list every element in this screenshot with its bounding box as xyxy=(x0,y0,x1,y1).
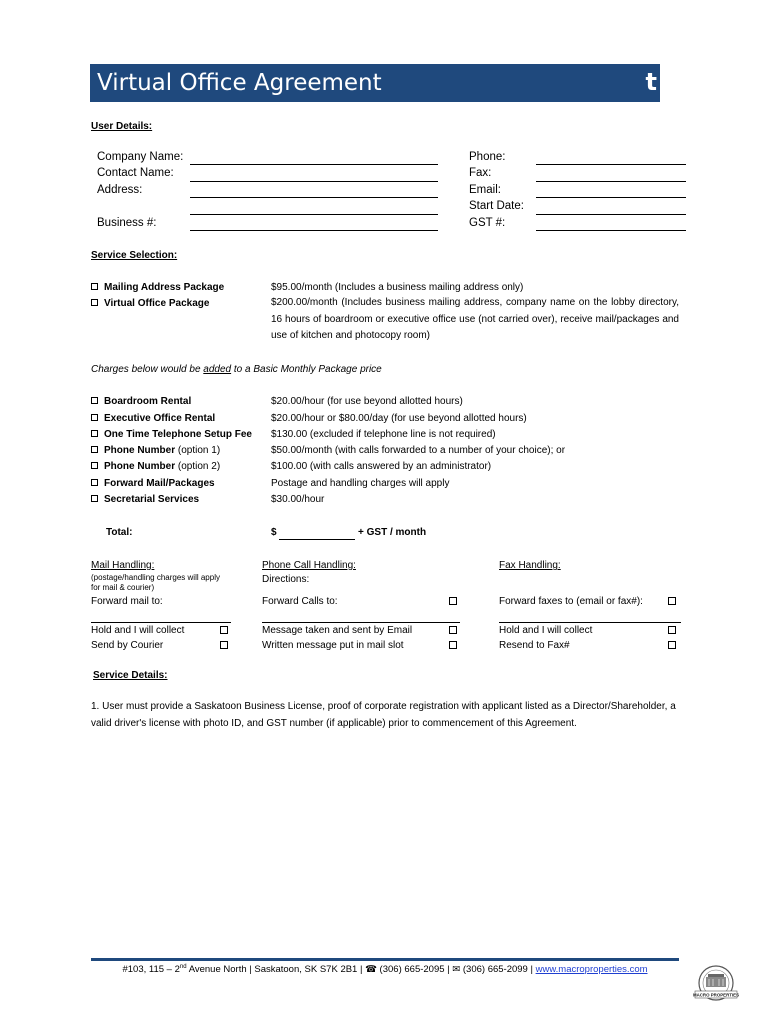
business-number-label: Business #: xyxy=(97,217,157,229)
business-number-field[interactable] xyxy=(190,230,438,231)
contact-name-label: Contact Name: xyxy=(97,167,174,179)
total-field[interactable] xyxy=(279,539,355,540)
addon-row[interactable]: Secretarial Services xyxy=(91,494,199,505)
package-description: $200.00/month (Includes business mailing address, company name on the lobby directory, 16 hours of boardroom or executive office use (not carried over), receive mail/packages and use of kitchen and photocopy room) xyxy=(271,297,679,341)
service-detail-item: 1. User must provide a Saskatoon Business License, proof of corporate registration with applicant listed as a Director/Shareholder, a valid driver's license with photo ID, and GST number (if applicable) prior to commencement of this Agreement. xyxy=(91,701,676,729)
charges-note: Charges below would be added to a Basic Monthly Package price xyxy=(91,364,382,375)
addon-row[interactable]: Forward Mail/Packages xyxy=(91,478,215,489)
phone-handling-heading: Phone Call Handling: xyxy=(262,560,356,571)
addon-description: $130.00 (excluded if telephone line is not required) xyxy=(271,429,496,440)
package-row[interactable] xyxy=(91,298,209,309)
fax-handling-heading: Fax Handling: xyxy=(499,560,561,571)
footer-rule xyxy=(91,958,679,961)
title-corner-mark: t xyxy=(645,68,657,96)
addon-description: $100.00 (with calls answered by an administrator) xyxy=(271,461,492,472)
forward-faxes-checkbox[interactable] xyxy=(668,597,676,605)
phone-field[interactable] xyxy=(536,164,686,165)
logo-text: MACRO PROPERTIES xyxy=(692,992,740,998)
footer-address: #103, 115 – 2nd Avenue North | Saskatoon, SK S7K 2B1 | ☎ (306) 665-2095 | ✉ (306) 665-2099 | www.macroproperties.com xyxy=(122,964,648,976)
forward-faxes-label: Forward faxes to (email or fax#): xyxy=(499,596,643,607)
checkbox[interactable] xyxy=(91,299,98,306)
start-date-label: Start Date: xyxy=(469,200,524,212)
fax-hold-checkbox[interactable] xyxy=(668,626,676,634)
service-details-heading: Service Details: xyxy=(93,670,168,681)
addon-description: $20.00/hour or $80.00/day (for use beyond allotted hours) xyxy=(271,413,527,424)
forward-calls-checkbox[interactable] xyxy=(449,597,457,605)
start-date-field[interactable] xyxy=(536,214,686,215)
checkbox[interactable] xyxy=(91,479,98,486)
addon-description: Postage and handling charges will apply xyxy=(271,478,450,489)
company-name-field[interactable] xyxy=(190,164,438,165)
package-description: $95.00/month (Includes a business mailing address only) xyxy=(271,282,524,293)
checkbox[interactable] xyxy=(91,397,98,404)
addon-description: $20.00/hour (for use beyond allotted hours) xyxy=(271,396,463,407)
phone-mailslot-checkbox[interactable] xyxy=(449,641,457,649)
fax-resend-label: Resend to Fax# xyxy=(499,640,570,651)
phone-mailslot-label: Written message put in mail slot xyxy=(262,640,404,651)
service-selection-heading: Service Selection: xyxy=(91,250,178,261)
total-label: Total: xyxy=(106,527,133,538)
total-suffix: + GST / month xyxy=(358,527,427,538)
user-details-heading: User Details: xyxy=(91,121,153,132)
package-name: Mailing Address Package xyxy=(104,282,225,293)
address-label: Address: xyxy=(97,184,143,196)
addon-description: $30.00/hour xyxy=(271,494,325,505)
checkbox[interactable] xyxy=(91,414,98,421)
address-field-line-1[interactable] xyxy=(190,197,438,198)
website-link[interactable]: www.macroproperties.com xyxy=(535,964,648,976)
email-label: Email: xyxy=(469,184,501,196)
company-name-label: Company Name: xyxy=(97,151,184,163)
total-currency: $ xyxy=(271,527,277,538)
fax-field[interactable] xyxy=(536,181,686,182)
checkbox[interactable] xyxy=(91,462,98,469)
package-row[interactable] xyxy=(91,282,224,293)
addon-row[interactable]: Boardroom Rental xyxy=(91,396,191,407)
addon-description: $50.00/month (with calls forwarded to a number of your choice); or xyxy=(271,445,566,456)
forward-calls-field[interactable] xyxy=(262,622,460,623)
mail-courier-checkbox[interactable] xyxy=(220,641,228,649)
addon-row[interactable]: Phone Number (option 1) xyxy=(91,445,220,456)
mail-handling-note: (postage/handling charges will apply for mail & courier) xyxy=(91,573,220,592)
checkbox[interactable] xyxy=(91,495,98,502)
forward-mail-field[interactable] xyxy=(91,622,231,623)
address-field-line-2[interactable] xyxy=(190,214,438,215)
mail-hold-checkbox[interactable] xyxy=(220,626,228,634)
checkbox[interactable] xyxy=(91,446,98,453)
mail-hold-label: Hold and I will collect xyxy=(91,625,185,636)
addon-row[interactable]: Phone Number (option 2) xyxy=(91,461,220,472)
fax-label: Fax: xyxy=(469,167,492,179)
phone-directions-label: Directions: xyxy=(262,574,310,585)
company-logo xyxy=(690,964,742,1002)
checkbox[interactable] xyxy=(91,430,98,437)
phone-label: Phone: xyxy=(469,151,506,163)
logo-seal-icon xyxy=(690,964,742,1002)
fax-resend-checkbox[interactable] xyxy=(668,641,676,649)
mail-courier-label: Send by Courier xyxy=(91,640,164,651)
addon-row[interactable]: One Time Telephone Setup Fee xyxy=(91,429,252,440)
forward-mail-label: Forward mail to: xyxy=(91,596,163,607)
email-field[interactable] xyxy=(536,197,686,198)
gst-label: GST #: xyxy=(469,217,506,229)
contact-name-field[interactable] xyxy=(190,181,438,182)
forward-calls-label: Forward Calls to: xyxy=(262,596,338,607)
phone-email-checkbox[interactable] xyxy=(449,626,457,634)
package-name: Virtual Office Package xyxy=(104,298,210,309)
phone-email-label: Message taken and sent by Email xyxy=(262,625,413,636)
forward-faxes-field[interactable] xyxy=(499,622,681,623)
gst-field[interactable] xyxy=(536,230,686,231)
checkbox[interactable] xyxy=(91,283,98,290)
mail-handling-heading: Mail Handling: xyxy=(91,560,155,571)
addon-row[interactable]: Executive Office Rental xyxy=(91,413,215,424)
title-bar xyxy=(90,64,660,102)
fax-hold-label: Hold and I will collect xyxy=(499,625,593,636)
page-title: Virtual Office Agreement xyxy=(97,70,382,96)
